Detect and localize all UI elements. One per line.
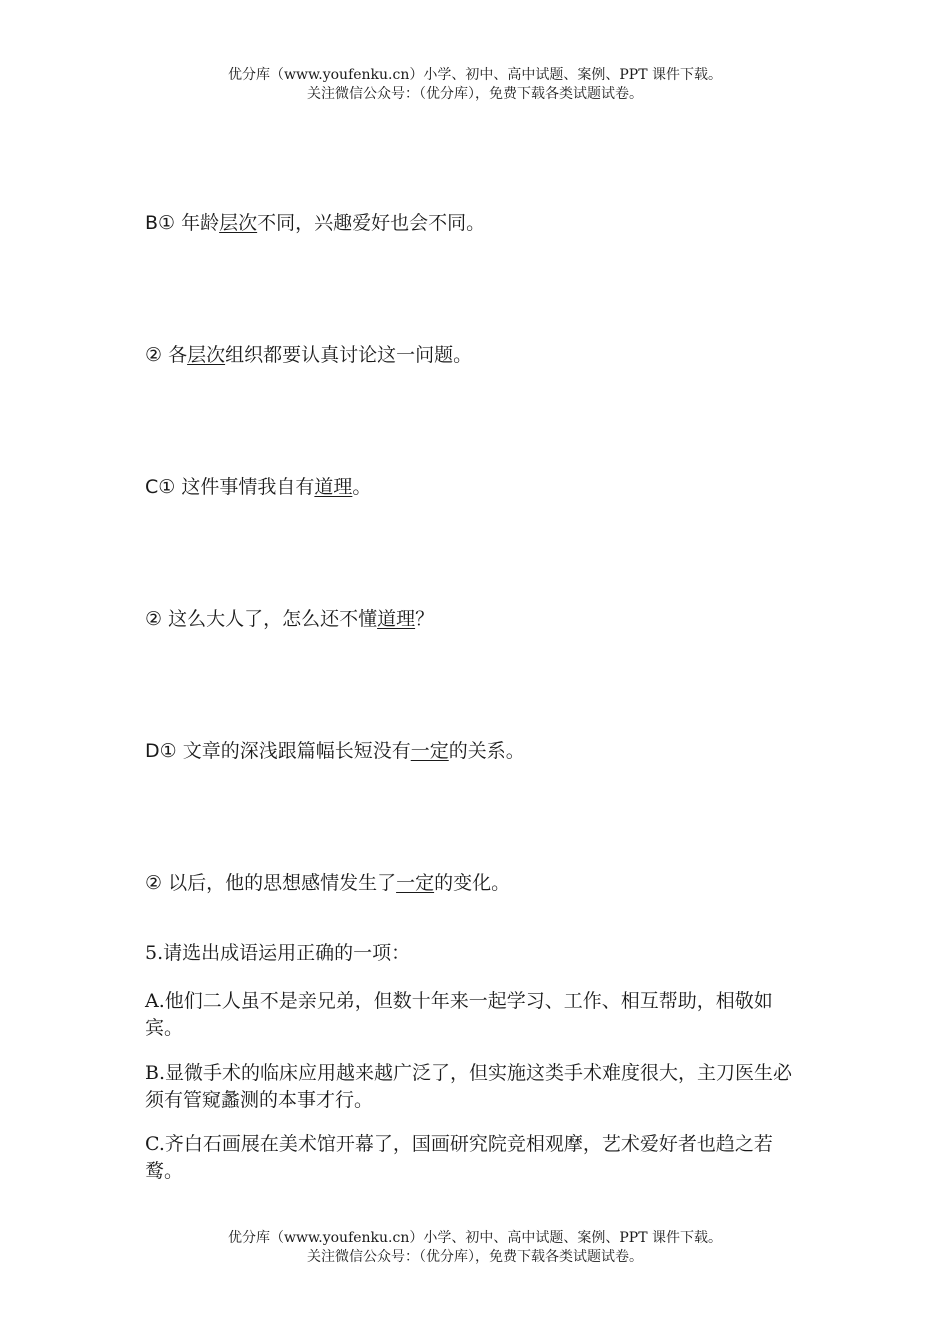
item-text: ② 这么大人了，怎么还不懂 xyxy=(145,608,378,630)
item-text: C① 这件事情我自有 xyxy=(145,476,315,498)
footer-line-2: 关注微信公众号：（优分库），免费下载各类试题试卷。 xyxy=(307,1249,643,1265)
item-text: B① 年龄 xyxy=(145,212,220,234)
item-text: 不同，兴趣爱好也会不同。 xyxy=(257,212,486,234)
item-b2 xyxy=(145,340,472,367)
item-text: 的关系。 xyxy=(448,740,525,762)
header-line-2: 关注微信公众号：（优分库），免费下载各类试题试卷。 xyxy=(307,86,643,102)
option-c: C.齐白石画展在美术馆开幕了，国画研究院竞相观摩，艺术爱好者也趋之若鹜。 xyxy=(145,1133,773,1182)
page-header xyxy=(0,66,950,104)
item-d1 xyxy=(145,736,525,763)
underlined-word: 层次 xyxy=(219,212,258,234)
item-text: 。 xyxy=(352,476,372,498)
header-line-1: 优分库（www.youfenku.cn）小学、初中、高中试题、案例、PPT 课件下载。 xyxy=(227,67,722,83)
option-b: B.显微手术的临床应用越来越广泛了，但实施这类手术难度很大，主刀医生必须有管窥蠡测的本事才行。 xyxy=(145,1062,793,1111)
item-text: 的变化。 xyxy=(434,872,511,894)
item-text: ② 各 xyxy=(145,344,188,366)
underlined-word: 道理 xyxy=(377,608,416,630)
page-footer xyxy=(0,1229,950,1267)
option-a: A.他们二人虽不是亲兄弟，但数十年来一起学习、工作、相互帮助，相敬如宾。 xyxy=(145,990,773,1039)
underlined-word: 层次 xyxy=(187,344,226,366)
underlined-word: 一定 xyxy=(410,740,449,762)
item-c2 xyxy=(145,604,434,631)
item-d2 xyxy=(145,868,510,895)
item-text: ？ xyxy=(415,608,435,630)
underlined-word: 道理 xyxy=(314,476,353,498)
footer-line-1: 优分库（www.youfenku.cn）小学、初中、高中试题、案例、PPT 课件下载。 xyxy=(227,1230,722,1246)
item-text: 组织都要认真讨论这一问题。 xyxy=(225,344,473,366)
item-c1 xyxy=(145,472,371,499)
item-b1 xyxy=(145,208,485,235)
item-text: D① 文章的深浅跟篇幅长短没有 xyxy=(145,740,411,762)
underlined-word: 一定 xyxy=(396,872,435,894)
question-5-stem: 5.请选出成语运用正确的一项： xyxy=(145,942,411,964)
item-text: ② 以后，他的思想感情发生了 xyxy=(145,872,397,894)
